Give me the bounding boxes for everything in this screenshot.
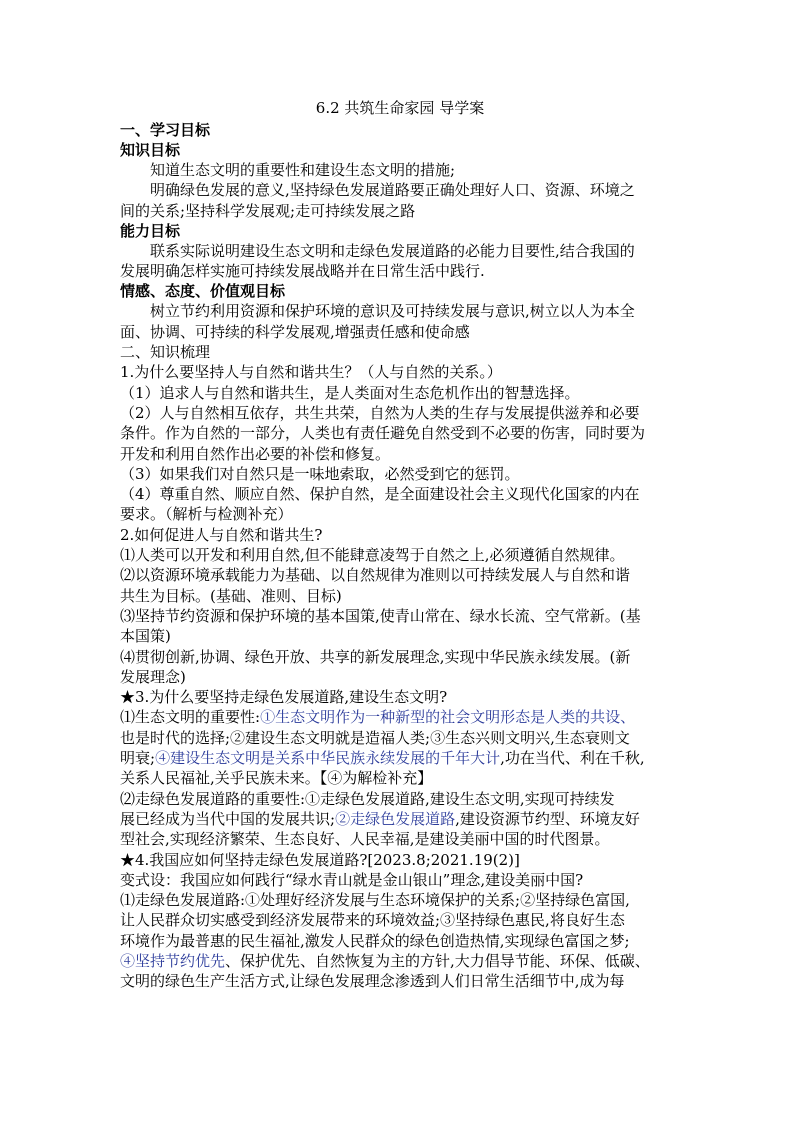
text-line: 发展理念)	[120, 667, 186, 686]
text-line	[120, 748, 680, 768]
text-line: ⑵以资源环境承载能力为基础、以自然规律为准则以可持续发展人与自然和谐	[120, 566, 631, 585]
question-3-title: ★3.为什么要坚持走绿色发展道路,建设生态文明?	[120, 688, 448, 707]
text-line: 本国策)	[120, 627, 171, 646]
highlight-span: ④坚持节约优先	[120, 951, 226, 970]
text-line: 变式设：我国应如何践行“绿水青山就是金山银山”理念,建设美丽中国?	[120, 870, 584, 889]
text-span: 展已经成为当代中国的发展共识;	[120, 809, 336, 828]
text-line: 环境作为最普惠的民生福祉,激发人民群众的绿色创造热情,实现绿色富国之梦;	[120, 931, 630, 950]
question-1-title: 1.为什么要坚持人与自然和谐共生？（人与自然的关系。）	[120, 363, 502, 382]
text-line: （4）尊重自然、顺应自然、保护自然，是全面建设社会主义现代化国家的内在	[120, 485, 640, 504]
text-line	[120, 809, 680, 829]
text-line: 让人民群众切实感受到经济发展带来的环境效益;③坚持绿色惠民,将良好生态	[120, 911, 625, 930]
text-line: 关系人民福祉,关乎民族未来。【④为解检补充】	[120, 769, 433, 788]
text-line: （3）如果我们对自然只是一味地索取，必然受到它的惩罚。	[120, 464, 520, 483]
subheading-ability: 能力目标	[120, 221, 181, 240]
text-span: 明衰;	[120, 749, 156, 768]
text-line: 要求。（解析与检测补充）	[120, 505, 293, 524]
text-line: 发展明确怎样实施可持续发展战略并在日常生活中践行.	[120, 262, 485, 281]
page-title: 6.2 共筑生命家园 导学案	[315, 99, 485, 117]
highlight-span: ②走绿色发展道路	[335, 809, 456, 828]
text-span: ,建设资源节约型、环境友好	[455, 809, 640, 828]
text-line: （2）人与自然相互依存，共生共荣，自然为人类的生存与发展提供滋养和必要	[120, 403, 640, 422]
text-line: ⑵走绿色发展道路的重要性:①走绿色发展道路,建设生态文明,实现可持续发	[120, 789, 615, 808]
document-page	[120, 96, 680, 992]
text-line: 共生为目标。(基础、准则、目标)	[120, 586, 342, 605]
text-span: 、保护优先、自然恢复为主的方针,大力倡导节能、环保、低碳、	[225, 951, 650, 970]
text-span: ⑴生态文明的重要性:	[120, 708, 261, 727]
text-line: 明确绿色发展的意义,坚持绿色发展道路要正确处理好人口、资源、环境之	[150, 181, 635, 200]
highlight-span: ①生态文明作为一种新型的社会文明形态是人类的共设、	[260, 708, 636, 727]
text-line: 面、协调、可持续的科学发展观,增强责任感和使命感	[120, 322, 470, 341]
text-line: 也是时代的选择;②建设生态文明就是造福人类;③生态兴则文明兴,生态衰则文	[120, 728, 630, 747]
text-line: 开发和利用自然作出必要的补偿和修复。	[120, 444, 391, 463]
question-4-title: ★4.我国应如何坚持走绿色发展道路?[2023.8;2021.19(2)]	[120, 850, 520, 869]
section-heading-sort: 二、知识梳理	[120, 343, 211, 362]
text-line	[120, 707, 680, 727]
text-line: （1）追求人与自然和谐共生，是人类面对生态危机作出的智慧选择。	[120, 383, 580, 402]
highlight-span: ④建设生态文明是关系中华民族永续发展的千年大计	[155, 749, 501, 768]
text-line: 知道生态文明的重要性和建设生态文明的措施;	[150, 161, 456, 179]
text-line: 型社会,实现经济繁荣、生态良好、人民幸福,是建设美丽中国的时代图景。	[120, 830, 610, 849]
text-line: ⑴走绿色发展道路:①处理好经济发展与生态环境保护的关系;②坚持绿色富国,	[120, 891, 630, 910]
text-line: 树立节约利用资源和保护环境的意识及可持续发展与意识,树立以人为本全	[150, 302, 635, 321]
subheading-knowledge: 知识目标	[120, 141, 181, 159]
text-line: 联系实际说明建设生态文明和走绿色发展道路的必能力目要性,结合我国的	[150, 241, 635, 260]
text-line: ⑴人类可以开发和利用自然,但不能肆意凌驾于自然之上,必须遵循自然规律。	[120, 546, 625, 565]
text-line: ⑶坚持节约资源和保护环境的基本国策,使青山常在、绿水长流、空气常新。(基	[120, 606, 641, 625]
text-span: ,功在当代、利在千秋,	[500, 749, 645, 768]
text-line	[120, 951, 680, 971]
text-line: 文明的绿色生产生活方式,让绿色发展理念渗透到人们日常生活细节中,成为每	[120, 972, 625, 991]
question-2-title: 2.如何促进人与自然和谐共生?	[120, 525, 323, 544]
subheading-emotion: 情感、态度、价值观目标	[120, 282, 286, 301]
text-line: 条件。作为自然的一部分，人类也有责任避免自然受到不必要的伤害，同时要为	[120, 424, 646, 443]
text-line: ⑷贯彻创新,协调、绿色开放、共享的新发展理念,实现中华民族永续发展。(新	[120, 647, 631, 666]
section-heading-goals: 一、学习目标	[120, 121, 211, 139]
text-line: 间的关系;坚持科学发展观;走可持续发展之路	[120, 201, 416, 220]
